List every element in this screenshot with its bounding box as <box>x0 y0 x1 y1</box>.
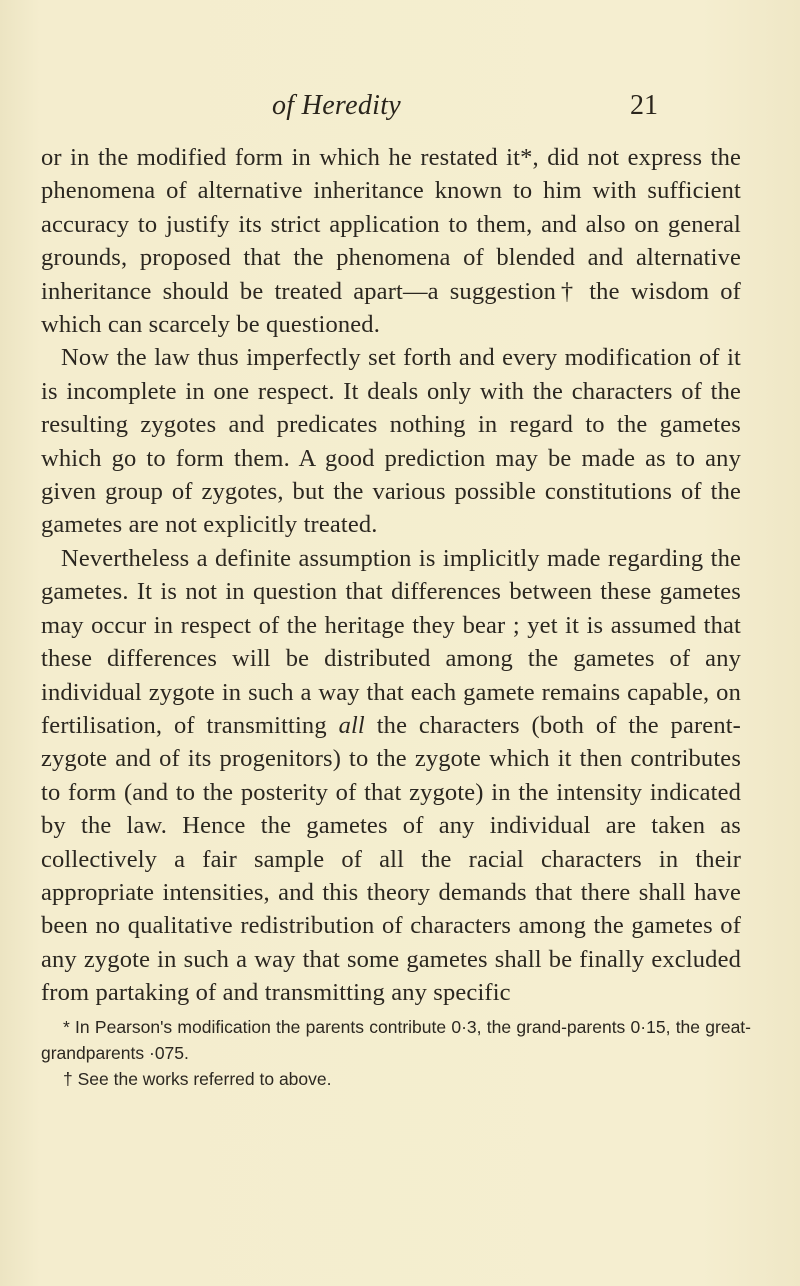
paragraph-3-text-b: the characters (both of the parent-zygote and of its progenitors) to the zygote which it then contributes to form (and to the posterity of that zygote) in the intensity indicated by the law. Hence the gametes of any individual are taken as collectively a fair sample of all the racial characters in their appropriate intensities, and this theory demands that there shall have been no qualitative redistribution of characters among the gametes of any zygote in such a way that some gametes shall be finally excluded from partaking of and transmitting any specific <box>41 711 741 1007</box>
footnote-2: † See the works referred to above. <box>63 1069 332 1089</box>
page-header <box>0 90 800 130</box>
body-text <box>41 141 741 1010</box>
paragraph-1-text-c: the wisdom of which can scarcely be questioned. <box>41 277 741 339</box>
paragraph-2: Now the law thus imperfectly set forth and every modification of it is incomplete in one respect. It deals only with the characters of the resulting zygotes and predicates nothing in regard to the gametes which go to form them. A good prediction may be made as to any given group of zygotes, but the various possible constitutions of the gametes are not explicitly treated. <box>41 344 741 539</box>
emphasis-all: all <box>338 711 365 739</box>
footnotes <box>41 1014 751 1092</box>
running-head: of Heredity <box>272 90 401 121</box>
paragraph-3 <box>41 542 741 1010</box>
footnote-1: * In Pearson's modification the parents contribute 0·3, the grand-parents 0·15, the great-grandparents ·075. <box>41 1017 751 1063</box>
footnote-marker-1: * <box>520 144 533 171</box>
paragraph-1-text-a: or in the modified form in which he restated it <box>41 144 521 171</box>
paragraph-1 <box>41 141 741 341</box>
page-number: 21 <box>630 90 658 121</box>
footnote-marker-2: † <box>556 277 579 305</box>
paragraph-1-text-b: , did not express the phenomena of alternative inheritance known to him with sufficient accuracy to justify its strict application to them, and also on general grounds, proposed that the phenomena of blended and alternative inheritance should be treated apart—a suggestion <box>41 144 742 305</box>
paragraph-3-text-a: Nevertheless a definite assumption is implicitly made regarding the gametes. It is not in question that differences between these gametes may occur in respect of the heritage they bear ; yet it is assumed that these differences will be distributed among the gametes of any individual zygote in such a way that each gamete remains capable, on fertilisation, of transmitting <box>41 544 741 739</box>
